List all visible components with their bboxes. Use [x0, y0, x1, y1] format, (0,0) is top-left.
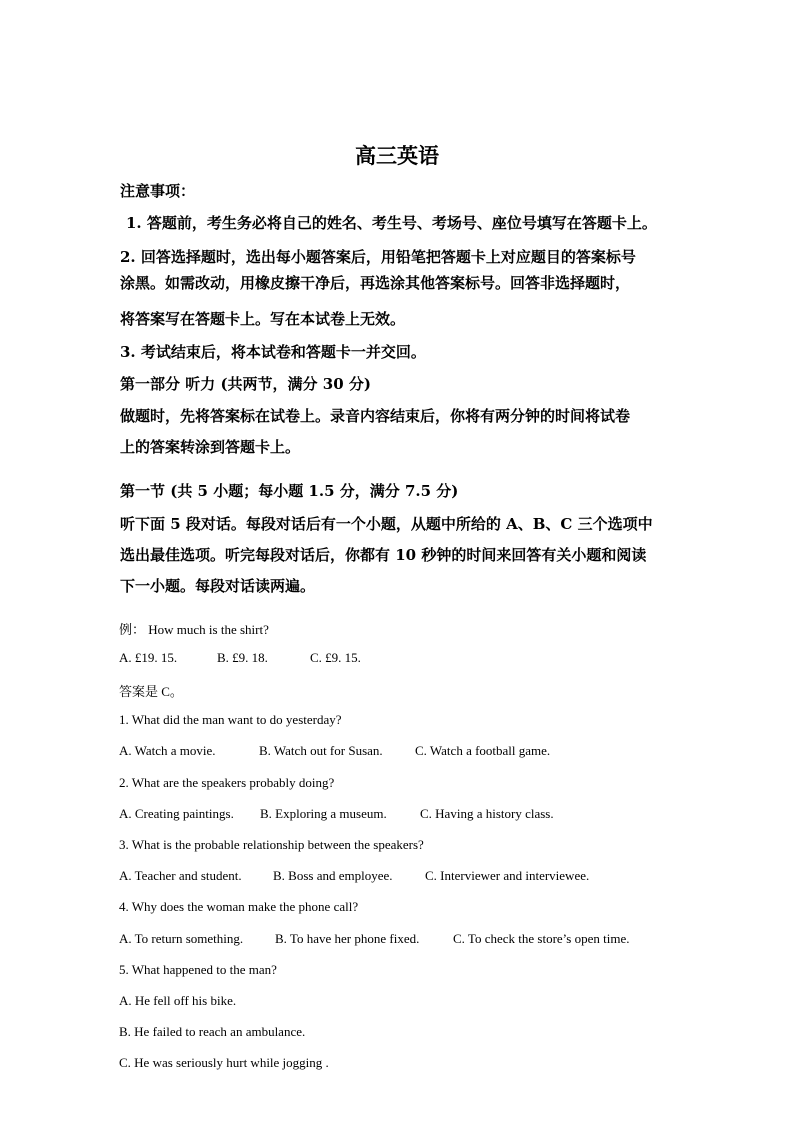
question-4-option-b: B. To have her phone fixed.: [275, 931, 420, 946]
section1-intro-line-2: 选出最佳选项。听完每段对话后，你都有 10 秒钟的时间来回答有关小题和阅读: [120, 546, 647, 564]
question-5-option-a: A. He fell off his bike.: [119, 993, 237, 1008]
notice-heading: 注意事项：: [120, 182, 196, 200]
part1-heading: 第一部分 听力 (共两节，满分 30 分): [120, 375, 371, 393]
question-5-option-c: C. He was seriously hurt while jogging .: [119, 1055, 329, 1070]
notice-item-3: 3. 考试结束后，将本试卷和答题卡一并交回。: [120, 343, 426, 361]
question-3-option-c: C. Interviewer and interviewee.: [425, 868, 590, 883]
question-5-option-b: B. He failed to reach an ambulance.: [119, 1024, 306, 1039]
example-question: 例： How much is the shirt?: [119, 622, 269, 637]
section1-intro-line-1: 听下面 5 段对话。每段对话后有一个小题，从题中所给的 A、B、C 三个选项中: [120, 515, 653, 533]
notice-item-2-line-3: 将答案写在答题卡上。写在本试卷上无效。: [120, 310, 406, 328]
example-option-a: A. £19. 15.: [119, 650, 178, 665]
question-3-option-a: A. Teacher and student.: [119, 868, 242, 883]
example-option-b: B. £9. 18.: [217, 650, 268, 665]
question-2-option-b: B. Exploring a museum.: [260, 806, 387, 821]
question-3: 3. What is the probable relationship between the speakers?: [119, 837, 424, 852]
section1-heading: 第一节 (共 5 小题；每小题 1.5 分，满分 7.5 分): [120, 482, 459, 500]
notice-item-1: 1. 答题前，考生务必将自己的姓名、考生号、考场号、座位号填写在答题卡上。: [126, 214, 657, 232]
part1-intro-line-2: 上的答案转涂到答题卡上。: [120, 438, 301, 456]
question-2-option-a: A. Creating paintings.: [119, 806, 234, 821]
page-title: 高三英语: [355, 143, 439, 168]
question-2: 2. What are the speakers probably doing?: [119, 775, 335, 790]
question-2-option-c: C. Having a history class.: [420, 806, 554, 821]
section1-intro-line-3: 下一小题。每段对话读两遍。: [120, 577, 316, 595]
notice-item-2-line-2: 涂黑。如需改动，用橡皮擦干净后，再选涂其他答案标号。回答非选择题时，: [120, 274, 631, 292]
question-4-option-a: A. To return something.: [119, 931, 244, 946]
question-4-option-c: C. To check the store’s open time.: [453, 931, 630, 946]
notice-item-2-line-1: 2. 回答选择题时，选出每小题答案后，用铅笔把答题卡上对应题目的答案标号: [120, 248, 636, 266]
part1-intro-line-1: 做题时，先将答案标在试卷上。录音内容结束后，你将有两分钟的时间将试卷: [120, 407, 631, 425]
question-4: 4. Why does the woman make the phone call?: [119, 899, 359, 914]
question-3-option-b: B. Boss and employee.: [273, 868, 393, 883]
example-option-c: C. £9. 15.: [310, 650, 361, 665]
question-1: 1. What did the man want to do yesterday?: [119, 712, 342, 727]
question-1-option-a: A. Watch a movie.: [119, 743, 216, 758]
question-1-option-c: C. Watch a football game.: [415, 743, 551, 758]
example-answer: 答案是 C。: [119, 684, 183, 699]
question-5: 5. What happened to the man?: [119, 962, 277, 977]
question-1-option-b: B. Watch out for Susan.: [259, 743, 383, 758]
